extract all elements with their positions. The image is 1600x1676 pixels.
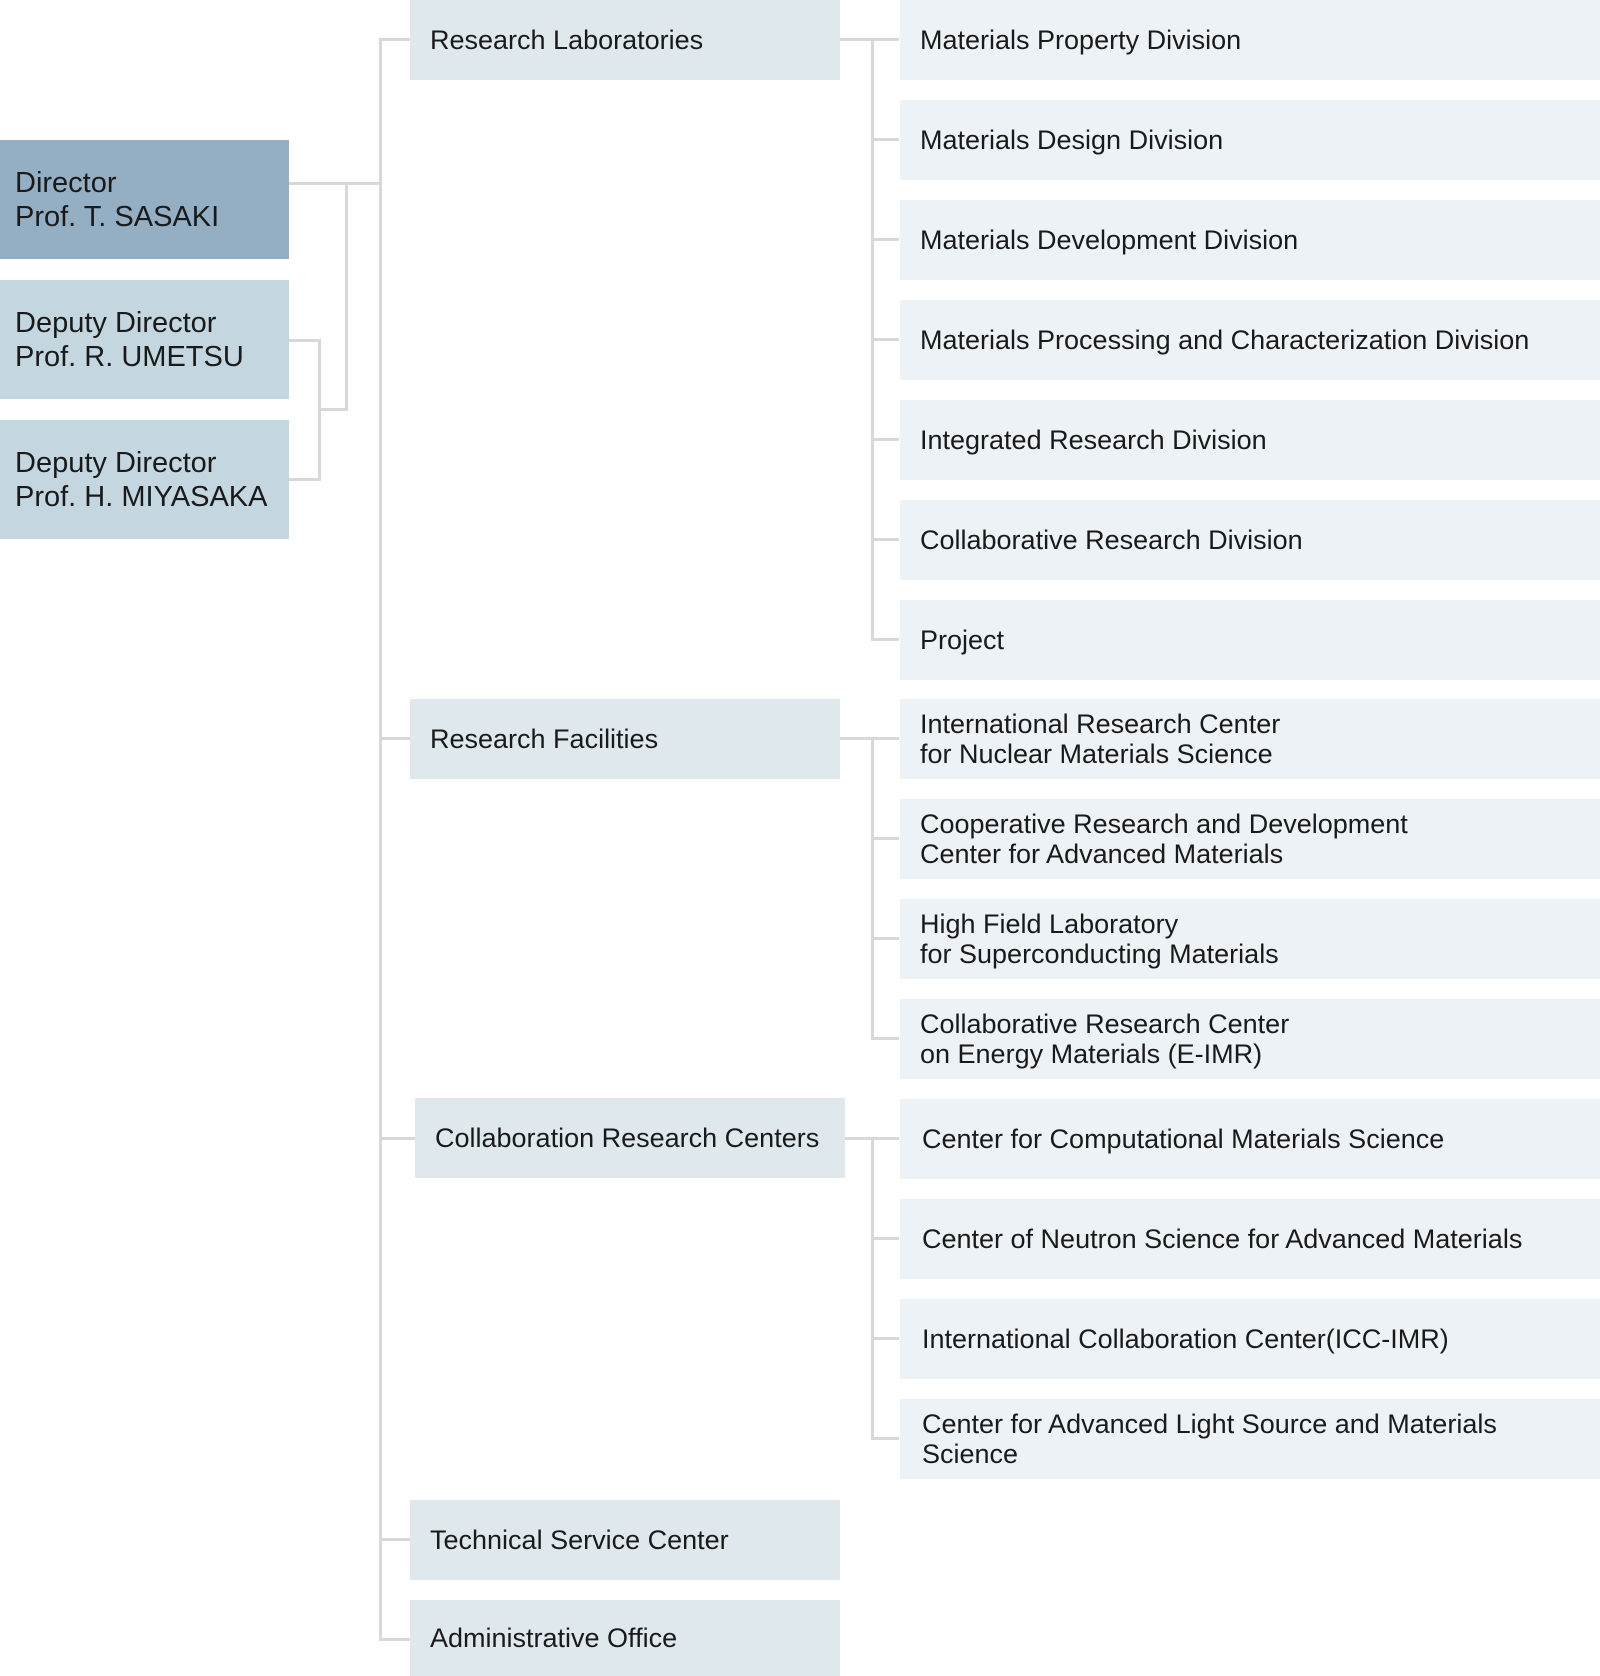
connector-line xyxy=(289,182,380,185)
deputy-director-box xyxy=(0,420,289,539)
connector-line xyxy=(871,1437,899,1440)
connector-line xyxy=(871,737,874,1040)
director-box xyxy=(0,140,289,259)
unit-label: Research Facilities xyxy=(430,724,659,754)
unit-administrative-office xyxy=(410,1600,840,1676)
facility-box xyxy=(900,699,1600,779)
connector-line xyxy=(871,837,899,840)
connector-line xyxy=(871,138,899,141)
deputy-director-title: Deputy Director xyxy=(15,306,217,339)
division-label: Materials Processing and Characterization Division xyxy=(920,325,1530,355)
connector-line xyxy=(839,737,899,740)
division-label: Integrated Research Division xyxy=(920,425,1267,455)
connector-line xyxy=(379,1638,411,1641)
unit-label: Collaboration Research Centers xyxy=(435,1123,820,1153)
center-label: Center for Advanced Light Source and Materials Science xyxy=(922,1409,1497,1469)
center-box xyxy=(900,1399,1600,1479)
connector-line xyxy=(871,238,899,241)
division-label: Collaborative Research Division xyxy=(920,525,1303,555)
division-box xyxy=(900,600,1600,680)
executive-name: Prof. T. SASAKI xyxy=(15,200,220,233)
executive-name: Prof. R. UMETSU xyxy=(15,340,244,373)
connector-line xyxy=(871,638,899,641)
connector-line xyxy=(318,339,321,481)
center-box xyxy=(900,1199,1600,1279)
connector-line xyxy=(871,438,899,441)
connector-line xyxy=(871,338,899,341)
center-label: Center for Computational Materials Science xyxy=(922,1124,1445,1154)
unit-label: Technical Service Center xyxy=(430,1525,729,1555)
connector-line xyxy=(379,1137,416,1140)
division-label: Project xyxy=(920,625,1005,655)
connector-line xyxy=(839,38,899,41)
connector-line xyxy=(871,1037,899,1040)
division-box xyxy=(900,500,1600,580)
facility-box xyxy=(900,899,1600,979)
unit-research-facilities xyxy=(410,699,840,779)
connector-line xyxy=(871,1337,899,1340)
division-box xyxy=(900,400,1600,480)
connector-line xyxy=(289,478,320,481)
unit-technical-service-center xyxy=(410,1500,840,1580)
facility-box xyxy=(900,799,1600,879)
deputy-director-box xyxy=(0,280,289,399)
connector-line xyxy=(871,937,899,940)
division-box xyxy=(900,200,1600,280)
center-label: Center of Neutron Science for Advanced Materials xyxy=(922,1224,1523,1254)
center-box xyxy=(900,1299,1600,1379)
facility-label: International Research Center for Nuclear Materials Science xyxy=(920,709,1281,769)
division-label: Materials Development Division xyxy=(920,225,1299,255)
connector-line xyxy=(871,1237,899,1240)
division-box xyxy=(900,100,1600,180)
division-box xyxy=(900,0,1600,80)
facility-label: High Field Laboratory for Superconducting Materials xyxy=(920,909,1279,969)
connector-line xyxy=(345,182,348,411)
connector-line xyxy=(379,1538,411,1541)
unit-label: Research Laboratories xyxy=(430,25,704,55)
unit-collaboration-research-centers xyxy=(415,1098,845,1178)
connector-line xyxy=(379,38,382,1641)
connector-line xyxy=(871,538,899,541)
division-label: Materials Property Division xyxy=(920,25,1242,55)
connector-line xyxy=(379,737,411,740)
center-box xyxy=(900,1099,1600,1179)
unit-research-laboratories xyxy=(410,0,840,80)
division-label: Materials Design Division xyxy=(920,125,1224,155)
division-box xyxy=(900,300,1600,380)
unit-label: Administrative Office xyxy=(430,1623,678,1653)
facility-label: Cooperative Research and Development Center for Advanced Materials xyxy=(920,809,1408,869)
director-title: Director xyxy=(15,166,117,199)
connector-line xyxy=(289,339,320,342)
deputy-director-title: Deputy Director xyxy=(15,446,217,479)
facility-label: Collaborative Research Center on Energy Materials (E-IMR) xyxy=(920,1009,1290,1069)
connector-line xyxy=(871,1137,874,1440)
executive-name: Prof. H. MIYASAKA xyxy=(15,480,268,513)
center-label: International Collaboration Center(ICC-IMR) xyxy=(922,1324,1449,1354)
facility-box xyxy=(900,999,1600,1079)
connector-line xyxy=(318,408,348,411)
connector-line xyxy=(379,38,411,41)
